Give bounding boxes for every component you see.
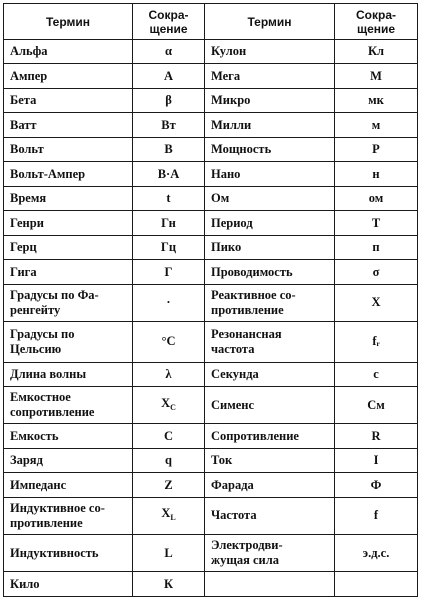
abbr-left-text: · <box>166 295 171 310</box>
term-left-text: Емкость <box>10 428 59 443</box>
table-row <box>4 572 418 597</box>
term-right-text: Электродви- жущая сила <box>211 538 283 568</box>
term-right-text: Сопротивление <box>211 428 299 443</box>
abbr-left <box>133 186 205 210</box>
term-left <box>4 88 133 112</box>
abbr-left-text: °С <box>161 334 176 349</box>
abbr-left-text: С <box>163 428 174 443</box>
term-left-text: Индуктивное со- противление <box>10 500 105 530</box>
term-left <box>4 40 133 64</box>
term-left <box>4 235 133 259</box>
abbr-right-text: э.д.с. <box>362 545 390 560</box>
abbr-left <box>133 473 205 497</box>
table-row <box>4 235 418 259</box>
abbr-left <box>133 113 205 137</box>
abbr-left <box>133 235 205 259</box>
abbr-left-text: Гн <box>161 215 176 230</box>
abbr-left-subscript: L <box>170 513 176 523</box>
table-row <box>4 137 418 161</box>
term-right-text: Частота <box>211 508 257 523</box>
header-term-left: Термин <box>4 4 133 40</box>
abbr-left <box>133 535 205 572</box>
table-body <box>4 40 418 597</box>
term-right <box>205 235 335 259</box>
term-right-text: Сименс <box>211 397 255 412</box>
table-row <box>4 284 418 321</box>
table-row <box>4 362 418 386</box>
term-right-text: Ток <box>211 453 233 468</box>
term-left <box>4 473 133 497</box>
abbr-right-text: М <box>370 68 382 83</box>
abbr-right-text: Ф <box>370 477 382 492</box>
term-left <box>4 260 133 284</box>
term-left-text: Альфа <box>10 44 48 59</box>
abbr-right <box>335 284 418 321</box>
term-left <box>4 448 133 472</box>
term-left-text: Вольт <box>10 142 44 157</box>
term-left <box>4 113 133 137</box>
term-right <box>205 362 335 386</box>
term-left-text: Импеданс <box>10 477 67 492</box>
abbr-left-text: λ <box>165 366 172 381</box>
table-row <box>4 113 418 137</box>
abbr-right <box>335 235 418 259</box>
term-right <box>205 211 335 235</box>
term-left-text: Время <box>10 191 47 206</box>
abbr-right <box>335 137 418 161</box>
abbr-right <box>335 64 418 88</box>
term-right <box>205 322 335 362</box>
abbr-left <box>133 284 205 321</box>
term-right-text: Нано <box>211 166 241 181</box>
abbr-right <box>335 88 418 112</box>
term-left <box>4 362 133 386</box>
term-left <box>4 535 133 572</box>
abbr-left <box>133 40 205 64</box>
abbr-left <box>133 448 205 472</box>
term-left-text: Ампер <box>10 68 48 83</box>
term-right <box>205 88 335 112</box>
abbr-right <box>335 535 418 572</box>
abbr-left-text: Г <box>164 264 173 279</box>
term-left <box>4 424 133 448</box>
term-right <box>205 260 335 284</box>
term-left <box>4 322 133 362</box>
term-right-text: Секунда <box>211 366 259 381</box>
term-right <box>205 497 335 534</box>
term-right <box>205 284 335 321</box>
abbr-right-text: I <box>373 453 379 468</box>
abbr-right-text: с <box>373 366 379 381</box>
abbr-right <box>335 424 418 448</box>
abbr-right-text: fᵣ <box>372 334 380 349</box>
term-right <box>205 448 335 472</box>
term-left-text: Емкостное сопротивление <box>10 390 95 420</box>
term-left-text: Гига <box>10 264 37 279</box>
term-right <box>205 186 335 210</box>
abbr-left <box>133 572 205 597</box>
table-row <box>4 260 418 284</box>
term-left-text: Генри <box>10 215 44 230</box>
term-right <box>205 40 335 64</box>
term-left <box>4 186 133 210</box>
term-left <box>4 211 133 235</box>
abbr-left-text: К <box>163 576 174 591</box>
table-row <box>4 64 418 88</box>
term-right-text: Микро <box>211 93 251 108</box>
term-right-text: Фарада <box>211 477 254 492</box>
term-left-text: Индуктивность <box>10 545 99 560</box>
term-left <box>4 387 133 424</box>
abbr-right <box>335 473 418 497</box>
abbr-right <box>335 387 418 424</box>
abbr-left-text: Z <box>164 477 173 492</box>
abbr-left <box>133 362 205 386</box>
header-term-right: Термин <box>205 4 335 40</box>
abbr-left-text: Гц <box>160 240 177 255</box>
term-right <box>205 473 335 497</box>
abbr-right-text: п <box>372 240 380 255</box>
term-left-text: Длина волны <box>10 366 87 381</box>
table-row <box>4 535 418 572</box>
abbr-right-text: R <box>371 428 381 443</box>
header-abbr-left: Сокра- щение <box>133 4 205 40</box>
term-left-text: Градусы по Фа- ренгейту <box>10 287 99 317</box>
table-row <box>4 40 418 64</box>
term-left <box>4 64 133 88</box>
abbr-left-subscript: C <box>170 402 176 412</box>
abbr-right <box>335 186 418 210</box>
term-left-text: Ватт <box>10 117 37 132</box>
abbr-right-text: σ <box>372 264 380 279</box>
term-left <box>4 162 133 186</box>
abbr-left-text: X <box>161 506 171 521</box>
abbr-left <box>133 424 205 448</box>
term-left-text: Бета <box>10 93 37 108</box>
abbr-right-text: ом <box>368 191 384 206</box>
abbr-left <box>133 64 205 88</box>
term-left-text: Кило <box>10 576 40 591</box>
header-abbr-right: Сокра- щение <box>335 4 418 40</box>
abbr-left-text: α <box>165 44 172 59</box>
abbr-left-text: В·А <box>157 166 180 181</box>
term-left <box>4 137 133 161</box>
term-right-text: Период <box>211 215 253 230</box>
abbr-left <box>133 88 205 112</box>
term-right-text: Резонансная частота <box>211 326 282 356</box>
abbr-right <box>335 497 418 534</box>
term-right <box>205 162 335 186</box>
term-right-text: Проводимость <box>211 264 293 279</box>
abbr-right-text: См <box>367 397 385 412</box>
header-row <box>4 4 418 40</box>
abbr-right-text: Кл <box>367 44 385 59</box>
table-row <box>4 88 418 112</box>
abbr-left <box>133 162 205 186</box>
abbr-left <box>133 260 205 284</box>
abbr-right-text: н <box>372 166 380 181</box>
table-row <box>4 322 418 362</box>
term-right-text: Мега <box>211 68 241 83</box>
abbr-right-text: мк <box>368 93 384 108</box>
table-row <box>4 162 418 186</box>
abbr-right <box>335 40 418 64</box>
term-right-text: Мощность <box>211 142 272 157</box>
abbr-right-text: f <box>373 508 379 523</box>
table-row <box>4 497 418 534</box>
term-left <box>4 572 133 597</box>
abbr-left-text: В <box>164 142 173 157</box>
abbr-right <box>335 211 418 235</box>
abbr-right <box>335 572 418 597</box>
abbr-left <box>133 497 205 534</box>
abbr-right <box>335 448 418 472</box>
abbr-right <box>335 260 418 284</box>
term-right-text: Ом <box>211 191 230 206</box>
term-right <box>205 535 335 572</box>
term-right <box>205 64 335 88</box>
abbr-right <box>335 113 418 137</box>
abbr-left-text: q <box>165 453 172 468</box>
abbr-left-text: X <box>161 395 171 410</box>
abbr-left-text: А <box>163 68 174 83</box>
term-right-text: Кулон <box>211 44 247 59</box>
table-row <box>4 387 418 424</box>
abbr-left <box>133 137 205 161</box>
term-left <box>4 284 133 321</box>
term-left <box>4 497 133 534</box>
term-left-text: Градусы по Цельсию <box>10 326 75 356</box>
term-left-text: Герц <box>10 240 37 255</box>
term-right-text: Пико <box>211 240 242 255</box>
term-right <box>205 424 335 448</box>
term-left-text: Вольт-Ампер <box>10 166 86 181</box>
table-row <box>4 211 418 235</box>
abbr-right <box>335 162 418 186</box>
term-right-text: Реактивное со- противление <box>211 287 296 317</box>
abbr-left <box>133 211 205 235</box>
abbr-right <box>335 362 418 386</box>
terms-table <box>3 3 418 597</box>
abbr-left-text: Вт <box>161 117 176 132</box>
term-right <box>205 387 335 424</box>
table-row <box>4 186 418 210</box>
abbr-left-text: L <box>164 545 173 560</box>
term-right <box>205 113 335 137</box>
term-right <box>205 137 335 161</box>
abbr-left-text: t <box>166 191 171 206</box>
abbr-left <box>133 322 205 362</box>
term-left-text: Заряд <box>10 453 43 468</box>
term-right <box>205 572 335 597</box>
table-row <box>4 448 418 472</box>
abbr-left <box>133 387 205 424</box>
abbr-right-text: м <box>371 117 381 132</box>
abbr-right-text: X <box>371 295 381 310</box>
abbr-right <box>335 322 418 362</box>
abbr-right-text: Р <box>372 142 380 157</box>
table-row <box>4 424 418 448</box>
table-row <box>4 473 418 497</box>
abbr-right-text: Т <box>371 215 381 230</box>
term-right-text: Милли <box>211 117 252 132</box>
abbr-left-text: β <box>165 93 172 108</box>
